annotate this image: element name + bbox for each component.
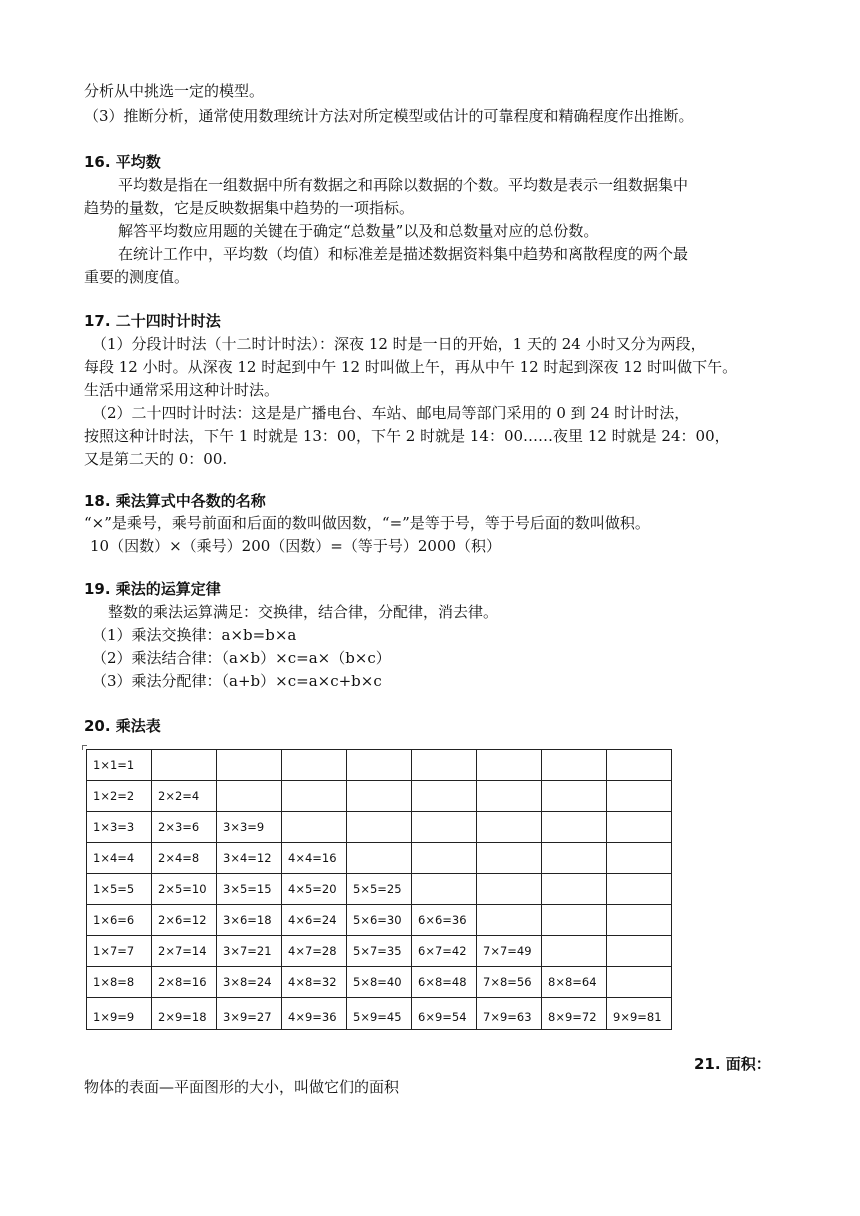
table-cell: 4×8=32 xyxy=(282,967,347,998)
table-cell xyxy=(152,750,217,781)
table-cell: 7×8=56 xyxy=(477,967,542,998)
table-cell xyxy=(217,781,282,812)
table-cell: 2×5=10 xyxy=(152,874,217,905)
table-row xyxy=(87,905,672,936)
table-cell xyxy=(477,905,542,936)
paragraph-line: 分析从中挑选一定的模型。 xyxy=(84,82,265,100)
table-cell: 1×1=1 xyxy=(87,750,152,781)
table-cell xyxy=(607,781,672,812)
table-cell xyxy=(412,874,477,905)
table-row xyxy=(87,781,672,812)
section-heading-20: 20. 乘法表 xyxy=(84,717,161,735)
table-cell xyxy=(477,750,542,781)
table-cell: 3×8=24 xyxy=(217,967,282,998)
paragraph-line: “×”是乘号，乘号前面和后面的数叫做因数，“=”是等于号，等于号后面的数叫做积。 xyxy=(84,514,650,532)
table-cell xyxy=(542,843,607,874)
table-cell: 4×5=20 xyxy=(282,874,347,905)
table-cell xyxy=(607,812,672,843)
table-cell xyxy=(282,812,347,843)
table-cell xyxy=(412,812,477,843)
paragraph-line: 10（因数）×（乘号）200（因数）=（等于号）2000（积） xyxy=(90,537,502,555)
table-cell: 1×7=7 xyxy=(87,936,152,967)
table-cell xyxy=(282,781,347,812)
table-cell: 2×2=4 xyxy=(152,781,217,812)
table-cell: 4×6=24 xyxy=(282,905,347,936)
table-row xyxy=(87,812,672,843)
table-cell: 3×3=9 xyxy=(217,812,282,843)
section-heading-16: 16. 平均数 xyxy=(84,153,161,171)
table-cell: 3×7=21 xyxy=(217,936,282,967)
table-cell xyxy=(542,905,607,936)
table-cell: 8×9=72 xyxy=(542,998,607,1030)
table-cell: 8×8=64 xyxy=(542,967,607,998)
paragraph-line: 生活中通常采用这种计时法。 xyxy=(84,381,280,399)
table-row xyxy=(87,843,672,874)
table-cell: 6×7=42 xyxy=(412,936,477,967)
paragraph-line: （2）二十四时计时法：这是是广播电台、车站、邮电局等部门采用的 0 到 24 时计时法， xyxy=(92,404,690,422)
paragraph-line: （2）乘法结合律：（a×b）×c=a×（b×c） xyxy=(92,649,391,667)
table-cell xyxy=(477,781,542,812)
table-cell: 2×3=6 xyxy=(152,812,217,843)
table-cell: 1×2=2 xyxy=(87,781,152,812)
table-cell xyxy=(477,843,542,874)
paragraph-line: 按照这种计时法，下午 1 时就是 13：00，下午 2 时就是 14：00……夜里 12 时就是 24：00， xyxy=(84,427,730,445)
paragraph-line: （1）分段计时法（十二时计时法）：深夜 12 时是一日的开始，1 天的 24 小时又分为两段， xyxy=(92,335,706,353)
table-cell: 6×9=54 xyxy=(412,998,477,1030)
table-cell: 5×9=45 xyxy=(347,998,412,1030)
paragraph-line: 在统计工作中，平均数（均值）和标准差是描述数据资料集中趋势和离散程度的两个最 xyxy=(118,245,689,263)
table-cell: 2×8=16 xyxy=(152,967,217,998)
table-cell xyxy=(542,874,607,905)
paragraph-line: （3）乘法分配律：（a+b）×c=a×c+b×c xyxy=(92,672,382,690)
multiplication-table xyxy=(86,749,672,1030)
table-cell xyxy=(412,781,477,812)
table-cell xyxy=(412,750,477,781)
table-cell: 2×4=8 xyxy=(152,843,217,874)
table-cell xyxy=(477,812,542,843)
table-cell: 1×5=5 xyxy=(87,874,152,905)
table-cell xyxy=(607,874,672,905)
table-cell: 6×6=36 xyxy=(412,905,477,936)
table-cell xyxy=(542,750,607,781)
table-cell: 1×4=4 xyxy=(87,843,152,874)
paragraph-line: （3）推断分析，通常使用数理统计方法对所定模型或估计的可靠程度和精确程度作出推断。 xyxy=(84,107,694,125)
paragraph-line: 物体的表面—平面图形的大小，叫做它们的面积 xyxy=(84,1078,400,1096)
table-cell: 3×9=27 xyxy=(217,998,282,1030)
table-cell: 3×4=12 xyxy=(217,843,282,874)
table-row xyxy=(87,998,672,1030)
table-cell: 2×6=12 xyxy=(152,905,217,936)
table-cell: 1×8=8 xyxy=(87,967,152,998)
paragraph-line: 又是第二天的 0：00. xyxy=(84,450,228,468)
table-cell: 6×8=48 xyxy=(412,967,477,998)
table-cell: 1×3=3 xyxy=(87,812,152,843)
table-cell: 1×9=9 xyxy=(87,998,152,1030)
section-heading-19: 19. 乘法的运算定律 xyxy=(84,580,221,598)
table-cell: 4×4=16 xyxy=(282,843,347,874)
table-cell: 9×9=81 xyxy=(607,998,672,1030)
table-cell: 2×9=18 xyxy=(152,998,217,1030)
table-cell xyxy=(347,781,412,812)
paragraph-line: 每段 12 小时。从深夜 12 时起到中午 12 时叫做上午，再从中午 12 时起到深夜 12 时叫做下午。 xyxy=(84,358,738,376)
table-cell xyxy=(347,812,412,843)
table-cell xyxy=(542,812,607,843)
table-cell xyxy=(542,781,607,812)
table-cell: 5×7=35 xyxy=(347,936,412,967)
section-heading-21: 21. 面积： xyxy=(694,1055,771,1073)
paragraph-line: 解答平均数应用题的关键在于确定“总数量”以及和总数量对应的总份数。 xyxy=(118,222,599,240)
table-cell: 3×6=18 xyxy=(217,905,282,936)
table-cell xyxy=(217,750,282,781)
table-cell: 1×6=6 xyxy=(87,905,152,936)
table-cell xyxy=(412,843,477,874)
table-cell: 4×9=36 xyxy=(282,998,347,1030)
table-cell: 7×7=49 xyxy=(477,936,542,967)
table-row xyxy=(87,750,672,781)
section-heading-18: 18. 乘法算式中各数的名称 xyxy=(84,492,266,510)
table-cell: 3×5=15 xyxy=(217,874,282,905)
table-row xyxy=(87,936,672,967)
table-cell: 5×5=25 xyxy=(347,874,412,905)
table-row xyxy=(87,874,672,905)
table-row xyxy=(87,967,672,998)
paragraph-line: （1）乘法交换律：a×b=b×a xyxy=(92,626,297,644)
table-cell xyxy=(347,750,412,781)
paragraph-line: 趋势的量数，它是反映数据集中趋势的一项指标。 xyxy=(84,199,415,217)
paragraph-line: 重要的测度值。 xyxy=(84,268,190,286)
table-cell xyxy=(607,905,672,936)
table-cell xyxy=(542,936,607,967)
table-cell: 4×7=28 xyxy=(282,936,347,967)
table-cell xyxy=(607,936,672,967)
table-cell xyxy=(347,843,412,874)
table-cell xyxy=(477,874,542,905)
table-cell xyxy=(607,967,672,998)
table-cell: 5×8=40 xyxy=(347,967,412,998)
table-cell xyxy=(282,750,347,781)
table-cell: 2×7=14 xyxy=(152,936,217,967)
paragraph-line: 平均数是指在一组数据中所有数据之和再除以数据的个数。平均数是表示一组数据集中 xyxy=(118,176,689,194)
table-cell xyxy=(607,750,672,781)
table-cell: 5×6=30 xyxy=(347,905,412,936)
paragraph-line: 整数的乘法运算满足：交换律，结合律，分配律，消去律。 xyxy=(108,603,499,621)
section-heading-17: 17. 二十四时计时法 xyxy=(84,312,221,330)
table-cell: 7×9=63 xyxy=(477,998,542,1030)
table-cell xyxy=(607,843,672,874)
